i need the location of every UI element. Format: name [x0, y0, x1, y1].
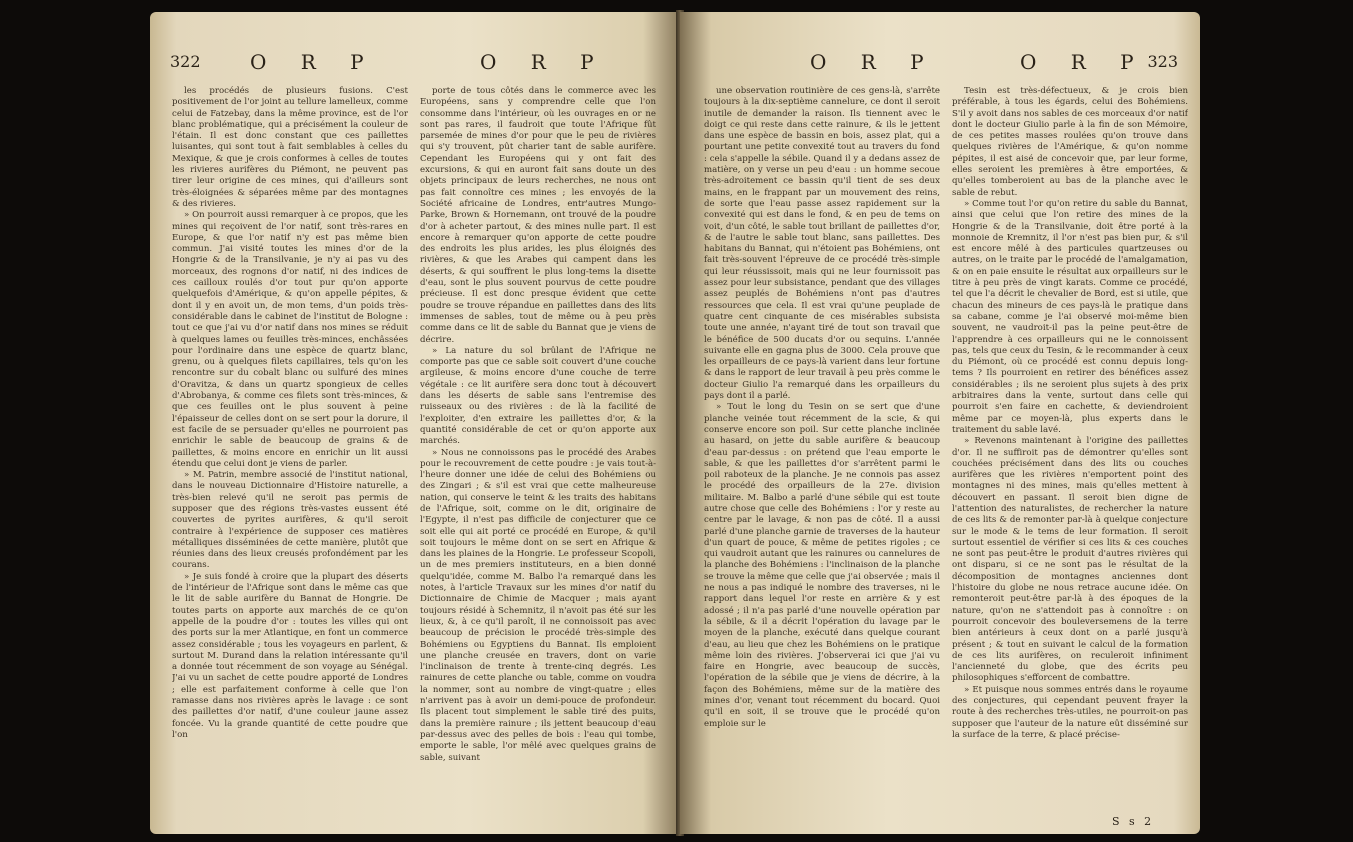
running-head-right: O R P: [810, 50, 938, 74]
paragraph: les procédés de plusieurs fusions. C'est positivement de l'or joint au tellure lamelleux, comme celui de Fatzebay, dans la même province, est de l'or blanc problématique, qui a précisément la couleur de l'étain. Il est donc constant que ces paillettes luisantes, qui sont tout à fait semblables à celles du Mexique, & que je crois conformes à celles de toutes les rivieres aurifères du Piémont, ne peuvent pas tirer leur origine de ces mines, qui d'ailleurs sont très-éloignées & séparées même par des montagnes & des rivieres.: [172, 86, 408, 209]
paragraph: » Je suis fondé à croire que la plupart des déserts de l'intérieur de l'Afrique sont dans le même cas que le lit de sable aurifère du Bannat de Hongrie. De toutes parts on apporte aux marchés de ce qu'on appelle de la poudre d'or : toutes les villes qui ont des ports sur la mer Atlantique, en font un commerce assez considérable ; tous les voyageurs en parlent, & surtout M. Durand dans la relation intéressante qu'il a donnée tout récemment de son voyage au Sénégal. J'ai vu un sachet de cette poudre apporté de Londres ; elle est parfaitement conforme à celle que l'on ramasse dans nos rivières après le lavage : ce sont des paillettes d'or natif, d'une couleur jaune assez foncée. Vu la grande quantité de cette poudre que l'on: [172, 571, 408, 740]
paragraph: » M. Patrin, membre associé de l'institut national, dans le nouveau Dictionnaire d'Histoire naturelle, a très-bien relevé qu'il ne seroit pas permis de supposer que des régions très-vastes eussent été couvertes de pyrites aurifères, & qu'il seroit contraire à l'expérience de supposer ces matières métalliques disséminées de cette manière, plutôt que réunies dans des lieux creusés profondément par les courans.: [172, 470, 408, 571]
paragraph: » Tout le long du Tesin on se sert que d'une planche veinée tout récemment de la scie, & qui conserve encore son poil. Sur cette planche inclinée au hasard, on jette du sable aurifère & beaucoup d'eau par-dessus : on prétend que l'eau emporte le sable, & que les paillettes d'or s'arrêtent parmi le poil raboteux de la planche. Je ne connois pas assez le procédé des orpailleurs de la 27e. division militaire. M. Balbo a parlé d'une sébile qui est toute autre chose que celle des Bohémiens : l'or y reste au centre par le lavage, & non pas de côté. Il a aussi parlé d'une planche garnie de traverses de la hauteur d'un quart de pouce, & même de petites rigoles ; ce qui vaudroit autant que les rainures ou cannelures de la planche des Bohémiens : l'inclinaison de la planche se trouve la même que celle que j'ai observée ; mais il ne nous a pas indiqué le nombre des traverses, ni le rapport dans lequel l'or reste en arrière & y est adossé ; il n'a pas parlé d'une nouvelle opération par la sébile, & il a décrit l'opération du lavage par le moyen de la planche, exécuté dans quelque courant d'eau, au lieu que chez les Bohémiens on le pratique même loin des rivières. J'observerai ici que j'ai vu faire en Hongrie, avec beaucoup de succès, l'opération de la sébile que je viens de décrire, à la façon des Bohémiens, même sur de la matière des mines d'or, venant tout récemment du bocard. Quoi qu'il en soit, il se trouve que le procédé qu'on emploie sur le: [704, 402, 940, 729]
paragraph: » Revenons maintenant à l'origine des paillettes d'or. Il ne suffiroit pas de démontrer qu'elles sont couchées précisément dans des lits ou couches aurifères que les rivières n'emportent point des montagnes ni des mines, mais qu'elles mettent à découvert en passant. Il seroit bien digne de l'attention des naturalistes, de rechercher la nature de ces lits & de remonter par-là à quelque conjecture sur le mode & le tems de leur formation. Il seroit surtout essentiel de vérifier si ces lits & ces couches ne sont pas peut-être le produit d'autres rivières qui ont disparu, si ce ne sont pas le résultat de la décomposition de montagnes anciennes dont l'histoire du globe ne nous retrace aucune idée. On remonteroit peut-être par-là à des époques de la nature, qu'on ne s'attendoit pas à connoître : on pourroit concevoir des bouleversemens de la terre bien antérieurs à ceux dont on a parlé jusqu'à présent ; & tout en suivant le calcul de la formation de ces lits aurifères, on reculeroit infiniment l'ancienneté du globe, que des écrits peu philosophiques s'efforcent de combattre.: [952, 436, 1188, 684]
paragraph: une observation routinière de ces gens-là, s'arrête toujours à la dix-septième cannelure, ce dont il seroit inutile de demander la raison. Ils tiennent avec le doigt ce qui reste dans cette rainure, & ils le jettent dans une espèce de bassin en bois, assez plat, qui a pourtant une petite convexité tout au travers du fond : cela s'appelle la sébile. Quand il y a dedans assez de matière, on y verse un peu d'eau : un homme secoue très-adroitement ce bassin qu'il tient de ses deux mains, en le frappant par un mouvement des reins, de sorte que l'eau passe assez rapidement sur la convexité qui est dans le fond, & en peu de tems on voit, d'un côté, le sable tout brillant de paillettes d'or, & de l'autre le sable tout blanc, sans paillettes. Des habitans du Bannat, qui n'étoient pas Bohémiens, ont fait très-souvent l'épreuve de ce procédé très-simple qui leur réussissoit, mais qui ne leur fournissoit pas assez pour leur subsistance, pendant que des villages assez peuplés de Bohémiens n'ont pas d'autres ressources que cela. Il est vrai qu'une peuplade de quatre cent cinquante de ces misérables subsista toute une année, n'ayant tiré de tout son travail que le bénéfice de 500 ducats d'or ou sequins. L'année suivante elle en gagna plus de 3000. Cela prouve que les orpailleurs de ce pays-là varient dans leur fortune & dans le rapport de leur travail à peu près comme le docteur Giulio l'a remarqué dans les orpailleurs du pays dont il a parlé.: [704, 86, 940, 402]
left-column-2: [420, 86, 656, 764]
paragraph: » Nous ne connoissons pas le procédé des Arabes pour le recouvrement de cette poudre : je vais tout-à-l'heure donner une idée de celui des Bohémiens ou des Zingari ; & s'il est vrai que cette malheureuse nation, qui conserve le teint & les traits des habitans de l'Afrique, soit, comme on le dit, originaire de l'Egypte, il n'est pas difficile de conjecturer que ce soit elle qui ait porté ce procédé en Europe, & qu'il soit toujours le même dont on se sert en Afrique & dans les plaines de la Hongrie. Le professeur Scopoli, un de mes premiers instituteurs, en a bien donné quelqu'idée, comme M. Balbo l'a remarqué dans les notes, à l'article Travaux sur les mines d'or natif du Dictionnaire de Chimie de Macquer ; mais ayant toujours résidé à Schemnitz, il n'avoit pas été sur les lieux, &, à ce qu'il paroît, il ne connoissoit pas avec beaucoup de précision le procédé très-simple des Bohémiens ou Egyptiens du Bannat. Ils emploient une planche creusée en travers, dont on varie l'inclinaison de trente à trente-cinq degrés. Les rainures de cette planche ou table, comme on voudra la nommer, sont au nombre de vingt-quatre ; elles n'arrivent pas à avoir un demi-pouce de profondeur. Ils placent tout simplement le sable tiré des puits, dans la première rainure ; ils jettent beaucoup d'eau par-dessus avec des pelles de bois : l'eau qui tombe, emporte le sable, l'or mêlé avec quelques grains de sable, suivant: [420, 447, 656, 763]
right-column-1: [704, 86, 940, 730]
running-head-left-col2: O R P: [480, 50, 608, 74]
paragraph: » Comme tout l'or qu'on retire du sable du Bannat, ainsi que celui que l'on retire des mines de la Hongrie & de la Transilvanie, doit être porté à la monnoie de Kremnitz, il l'or n'est pas bien pur, & s'il est encore mêlé à des particules quartzeuses ou autres, on le traite par le procédé de l'amalgamation, & on en paie ensuite le résultat aux orpailleurs sur le titre à peu près de vingt karats. Comme ce procédé, tel que l'a décrit le chevalier de Bord, est si utile, que chacun des mineurs de ces pays-là le pratique dans sa cabane, comme je l'ai observé moi-même bien souvent, ne vaudroit-il pas la peine peut-être de l'apprendre à ces orpailleurs qui ne le connoissent pas, tels que ceux du Tesin, & le recommander à ceux du Piémont, où ce procédé est connu depuis long-tems ? Ils pourroient en retirer des bénéfices assez considérables ; ils ne seroient plus sujets à des prix arbitraires dans la vente, surtout dans celle qui pourroit s'en faire en cachette, & deviendroient même par ce moyen-là, plus experts dans le traitement du sable lavé.: [952, 198, 1188, 435]
page-number-right: 323: [1147, 52, 1178, 71]
page-number-left: 322: [170, 52, 201, 71]
right-page: [680, 12, 1200, 834]
running-head-left: O R P: [250, 50, 378, 74]
left-page: [150, 12, 680, 834]
paragraph: porte de tous côtés dans le commerce avec les Européens, sans y comprendre celle que l'on consomme dans l'intérieur, où les ouvrages en or ne sont pas rares, il faudroit que toute l'Afrique fût parsemée de mines d'or pour que le peu de rivières qui s'y trouvent, pût charier tant de sable aurifère. Cependant les Européens qui y ont fait des excursions, & qui en auront fait sans doute un des objets principaux de leurs recherches, ne nous ont pas fait connoître ces mines ; les envoyés de la Société africaine de Londres, entr'autres Mungo-Parke, Brown & Hornemann, ont trouvé de la poudre d'or à acheter partout, & des mines nulle part. Il est encore à remarquer qu'on apporte de cette poudre des endroits les plus arides, les plus éloignés des rivières, & que les Arabes qui campent dans les déserts, & qui souffrent le plus long-tems la disette d'eau, sont le plus souvent pourvus de cette poudre précieuse. Il est donc presque évident que cette poudre se trouve répandue en paillettes dans des lits immenses de sables, tout de même ou à peu près comme dans ce lit de sable du Bannat que je viens de décrire.: [420, 86, 656, 345]
paragraph: » La nature du sol brûlant de l'Afrique ne comporte pas que ce sable soit couvert d'une couche argileuse, & moins encore d'une couche de terre végétale : ce lit aurifère sera donc tout à découvert dans les déserts de sable sans l'entremise des ruisseaux ou des rivières : de là la facilité de l'exploiter, d'en extraire les paillettes d'or, & la quantité considérable de cet or qu'on apporte aux marchés.: [420, 345, 656, 447]
paragraph: » Et puisque nous sommes entrés dans le royaume des conjectures, qui cependant peuvent frayer la route à des recherches très-utiles, ne pourroit-on pas supposer que l'auteur de la nature eût disséminé sur la surface de la terre, & placé précise-: [952, 684, 1188, 740]
paragraph: Tesin est très-défectueux, & je crois bien préférable, à tous les égards, celui des Bohémiens. S'il y avoit dans nos sables de ces morceaux d'or natif dont le docteur Giulio parle à la fin de son Mémoire, de ces petites masses roulées qu'on trouve dans quelques rivières de l'Amérique, & qu'on nomme pépites, il est aisé de concevoir que, par leur forme, elles seroient les premières à être emportées, & qu'elles tomberoient au bas de la planche avec le sable de rebut.: [952, 86, 1188, 198]
signature-mark: S s 2: [1112, 815, 1155, 828]
running-head-right-col2: O R P: [1020, 50, 1148, 74]
right-column-2: [952, 86, 1188, 741]
paragraph: » On pourroit aussi remarquer à ce propos, que les mines qui reçoivent de l'or natif, sont très-rares en Europe, & que l'or natif n'y est pas même bien commun. J'ai visité toutes les mines d'or de la Hongrie & de la Transilvanie, je n'y ai pas vu des morceaux, des rognons d'or natif, ni des indices de ces cailloux roulés d'or tout pur qu'on apporte quelquefois d'Amérique, & qu'on appelle pépites, & dont il y en avoit un, de mon tems, d'un poids très-considérable dans le cabinet de l'institut de Bologne : tout ce que j'ai vu d'or natif dans nos mines se réduit à quelques lames ou feuilles très-minces, enchâssées pour l'ordinaire dans une espèce de quartz blanc, grenu, ou à quelques filets capillaires, tels qu'on les rencontre sur du cobalt blanc ou sulfuré des mines d'Oravitza, & dans un quartz spongieux de celles d'Abrobanya, & comme ces filets sont très-minces, & que ces feuilles ont le plus souvent à peine l'épaisseur de celles dont on se sert pour la dorure, il est facile de se persuader qu'elles ne pourroient pas enrichir le sable de beaucoup de grains & de paillettes, & moins encore en enrichir un lit aussi étendu que celui dont je viens de parler.: [172, 210, 408, 469]
left-column-1: [172, 86, 408, 741]
